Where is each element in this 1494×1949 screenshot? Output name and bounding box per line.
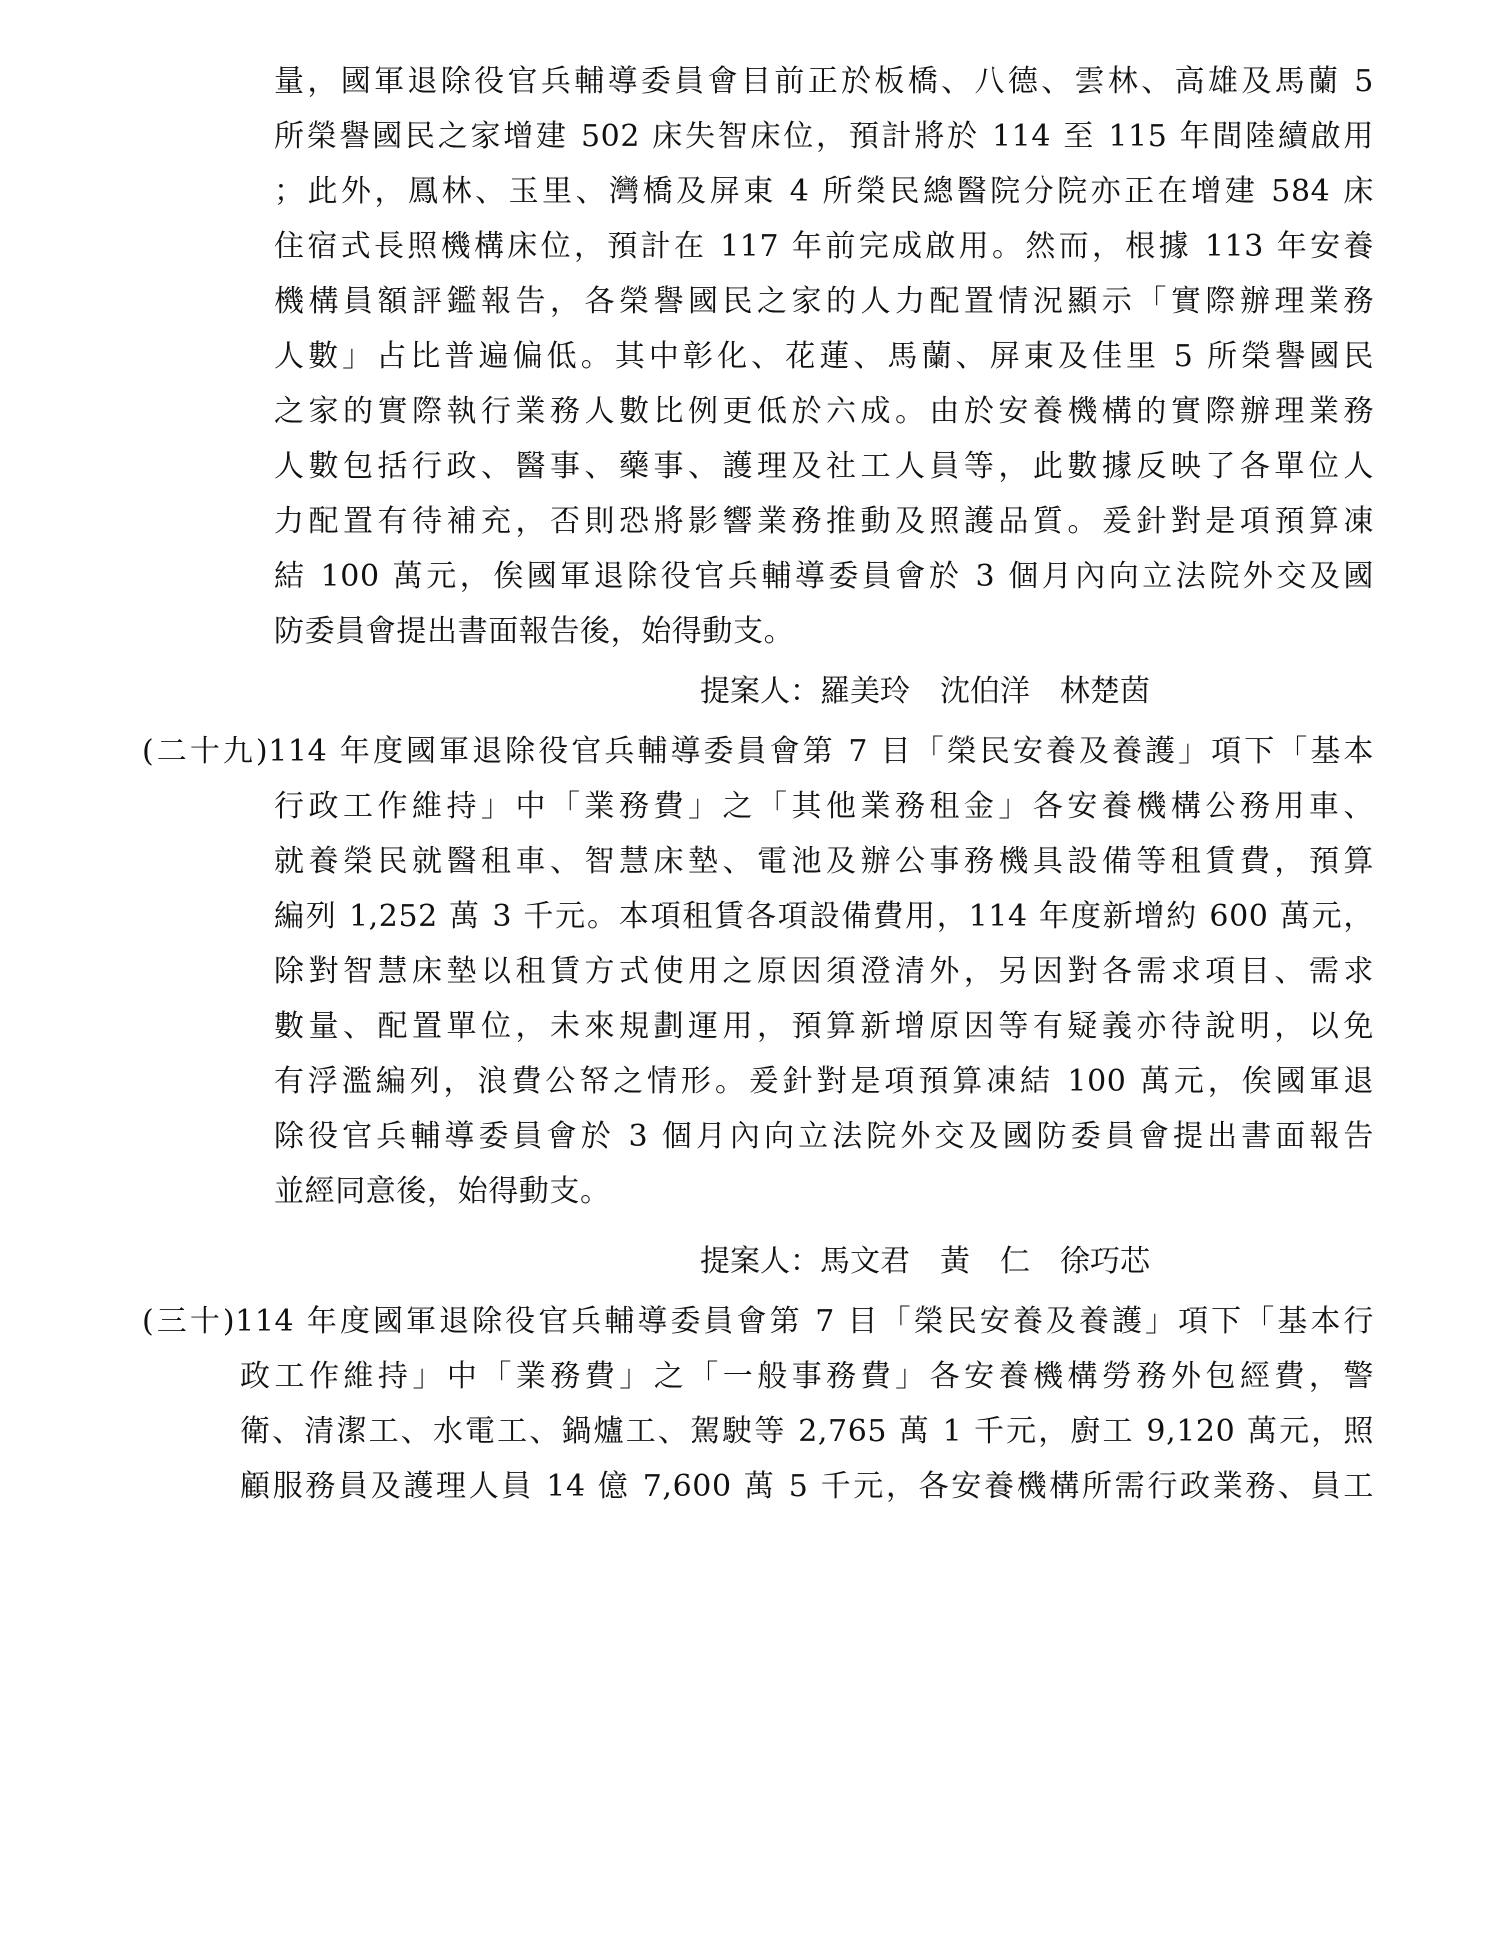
item-heading-line: (三十)114 年度國軍退除役官兵輔導委員會第 7 目「榮民安養及養護」項下「基本行 (142, 1304, 1374, 1339)
paragraph-line: 行政工作維持」中「業務費」之「其他業務租金」各安養機構公務用車、 (274, 789, 1374, 824)
paragraph-line: ；此外，鳳林、玉里、灣橋及屏東 4 所榮民總醫院分院亦正在增建 584 床 (274, 174, 1374, 209)
paragraph-line: 力配置有待補充，否則恐將影響業務推動及照護品質。爰針對是項預算凍 (274, 504, 1374, 539)
paragraph-line: 防委員會提出書面報告後，始得動支。 (274, 614, 795, 649)
paragraph-line: 有浮濫編列，浪費公帑之情形。爰針對是項預算凍結 100 萬元，俟國軍退 (274, 1064, 1374, 1099)
paragraph-line: 住宿式長照機構床位，預計在 117 年前完成啟用。然而，根據 113 年安養 (274, 229, 1374, 264)
paragraph-line: 人數包括行政、醫事、藥事、護理及社工人員等，此數據反映了各單位人 (274, 449, 1374, 484)
paragraph-line: 機構員額評鑑報告，各榮譽國民之家的人力配置情況顯示「實際辦理業務 (274, 284, 1374, 319)
paragraph-line: 結 100 萬元，俟國軍退除役官兵輔導委員會於 3 個月內向立法院外交及國 (274, 559, 1374, 594)
paragraph-line: 量，國軍退除役官兵輔導委員會目前正於板橋、八德、雲林、高雄及馬蘭 5 (274, 64, 1374, 99)
paragraph-line: 除役官兵輔導委員會於 3 個月內向立法院外交及國防委員會提出書面報告 (274, 1119, 1374, 1154)
proposer-line: 提案人：馬文君 黃 仁 徐巧芯 (700, 1244, 1150, 1279)
paragraph-line: 人數」占比普遍偏低。其中彰化、花蓮、馬蘭、屏東及佳里 5 所榮譽國民 (274, 339, 1374, 374)
paragraph-line: 並經同意後，始得動支。 (274, 1174, 611, 1209)
paragraph-line: 除對智慧床墊以租賃方式使用之原因須澄清外，另因對各需求項目、需求 (274, 954, 1374, 989)
paragraph-line: 編列 1,252 萬 3 千元。本項租賃各項設備費用，114 年度新增約 600 萬元， (274, 899, 1374, 934)
paragraph-line: 政工作維持」中「業務費」之「一般事務費」各安養機構勞務外包經費，警 (240, 1359, 1374, 1394)
paragraph-line: 之家的實際執行業務人數比例更低於六成。由於安養機構的實際辦理業務 (274, 394, 1374, 429)
paragraph-line: 顧服務員及護理人員 14 億 7,600 萬 5 千元，各安養機構所需行政業務、員工 (240, 1469, 1374, 1504)
paragraph-line: 衛、清潔工、水電工、鍋爐工、駕駛等 2,765 萬 1 千元，廚工 9,120 萬元，照 (240, 1414, 1374, 1449)
item-heading-line: (二十九)114 年度國軍退除役官兵輔導委員會第 7 目「榮民安養及養護」項下「基本 (142, 734, 1374, 769)
paragraph-line: 所榮譽國民之家增建 502 床失智床位，預計將於 114 至 115 年間陸續啟用 (274, 119, 1374, 154)
paragraph-line: 就養榮民就醫租車、智慧床墊、電池及辦公事務機具設備等租賃費，預算 (274, 844, 1374, 879)
proposer-line: 提案人：羅美玲 沈伯洋 林楚茵 (700, 674, 1150, 709)
paragraph-line: 數量、配置單位，未來規劃運用，預算新增原因等有疑義亦待說明，以免 (274, 1009, 1374, 1044)
